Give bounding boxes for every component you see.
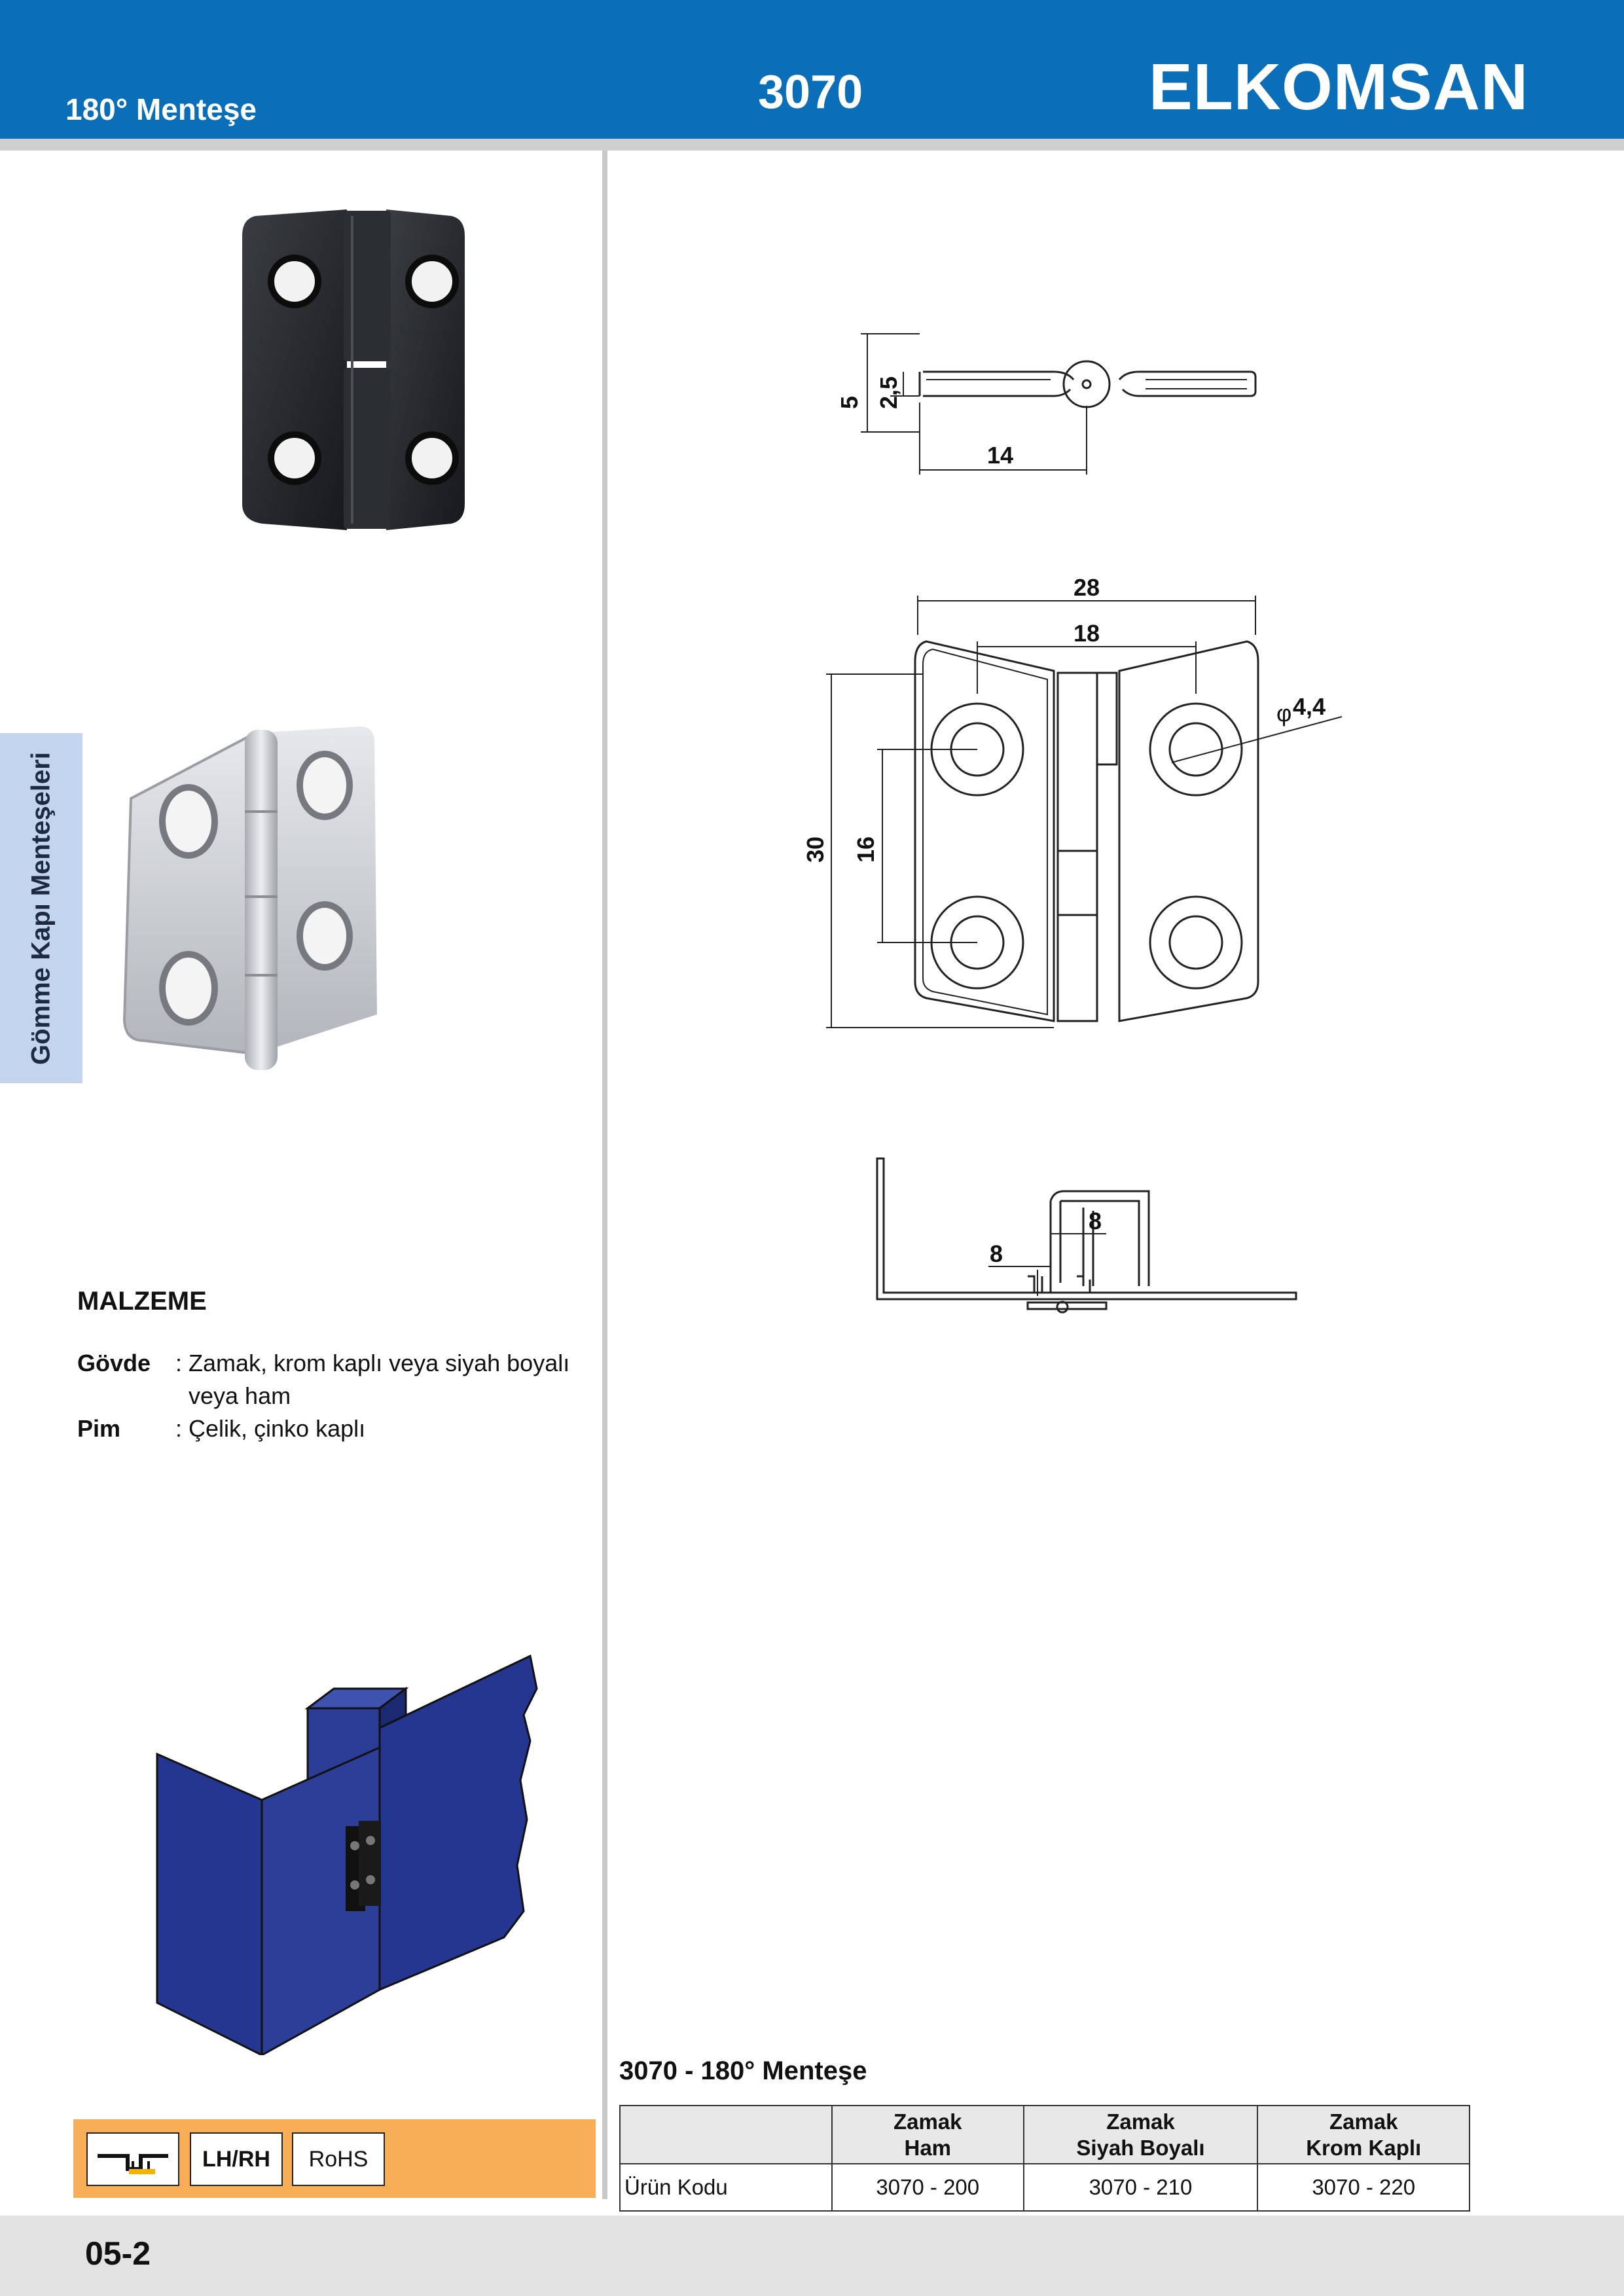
table-row — [620, 2164, 1470, 2211]
material-value-body: : Zamak, krom kaplı veya siyah boyalı — [175, 1350, 570, 1376]
legend-bar — [73, 2119, 596, 2198]
footer-bar — [0, 2215, 1624, 2296]
chrome-hinge-photo — [105, 713, 537, 1132]
door-mount-illustration — [151, 1649, 556, 2055]
top-view-drawing — [805, 321, 1276, 491]
table-cell: 3070 - 220 — [1257, 2164, 1470, 2211]
table-header-empty — [620, 2106, 832, 2164]
table-header-row — [620, 2106, 1470, 2164]
dim-top-14: 14 — [987, 442, 1014, 469]
material-value-body-cont: veya ham — [189, 1382, 291, 1409]
dim-front-diameter-symbol: φ — [1276, 700, 1292, 726]
dim-front-30: 30 — [802, 836, 829, 863]
table-header-cell: Zamak Krom Kaplı — [1257, 2106, 1470, 2164]
dim-top-2-5: 2,5 — [875, 376, 902, 409]
dim-front-18: 18 — [1074, 620, 1100, 647]
section-side-tab — [0, 733, 82, 1083]
table-title: 3070 - 180° Menteşe — [619, 2056, 867, 2085]
material-key-pin: Pim — [77, 1415, 121, 1442]
table-header-cell: Zamak Siyah Boyalı — [1024, 2106, 1258, 2164]
black-hinge-photo — [236, 196, 471, 537]
material-key-body: Gövde — [77, 1350, 151, 1376]
table-cell: 3070 - 210 — [1024, 2164, 1258, 2211]
dim-top-5: 5 — [836, 395, 863, 409]
dim-section-8-left: 8 — [990, 1240, 1003, 1267]
header-subtitle: 180° Menteşe — [65, 92, 257, 126]
section-view-drawing — [871, 1152, 1316, 1335]
mounting-profile-icon — [86, 2132, 179, 2186]
brand-logo: ELKOMSAN — [1149, 50, 1529, 124]
header-underline — [0, 139, 1624, 151]
front-view-drawing — [772, 563, 1362, 1047]
product-code: 3070 — [758, 66, 863, 118]
material-value-pin: : Çelik, çinko kaplı — [175, 1415, 366, 1442]
column-divider — [602, 151, 607, 2199]
dim-front-4-4: 4,4 — [1293, 693, 1326, 720]
dim-section-8-right: 8 — [1089, 1208, 1102, 1234]
dim-front-28: 28 — [1074, 574, 1100, 601]
table-cell: 3070 - 200 — [832, 2164, 1024, 2211]
rohs-badge: RoHS — [292, 2132, 385, 2186]
product-code-table — [619, 2105, 1470, 2212]
material-title: MALZEME — [77, 1287, 207, 1316]
side-tab-label: Gömme Kapı Menteşeleri — [26, 751, 56, 1065]
table-header-cell: Zamak Ham — [832, 2106, 1024, 2164]
page-number: 05-2 — [85, 2235, 151, 2272]
table-row-label: Ürün Kodu — [620, 2164, 832, 2211]
dim-front-16: 16 — [852, 836, 879, 863]
lhrh-badge: LH/RH — [190, 2132, 283, 2186]
